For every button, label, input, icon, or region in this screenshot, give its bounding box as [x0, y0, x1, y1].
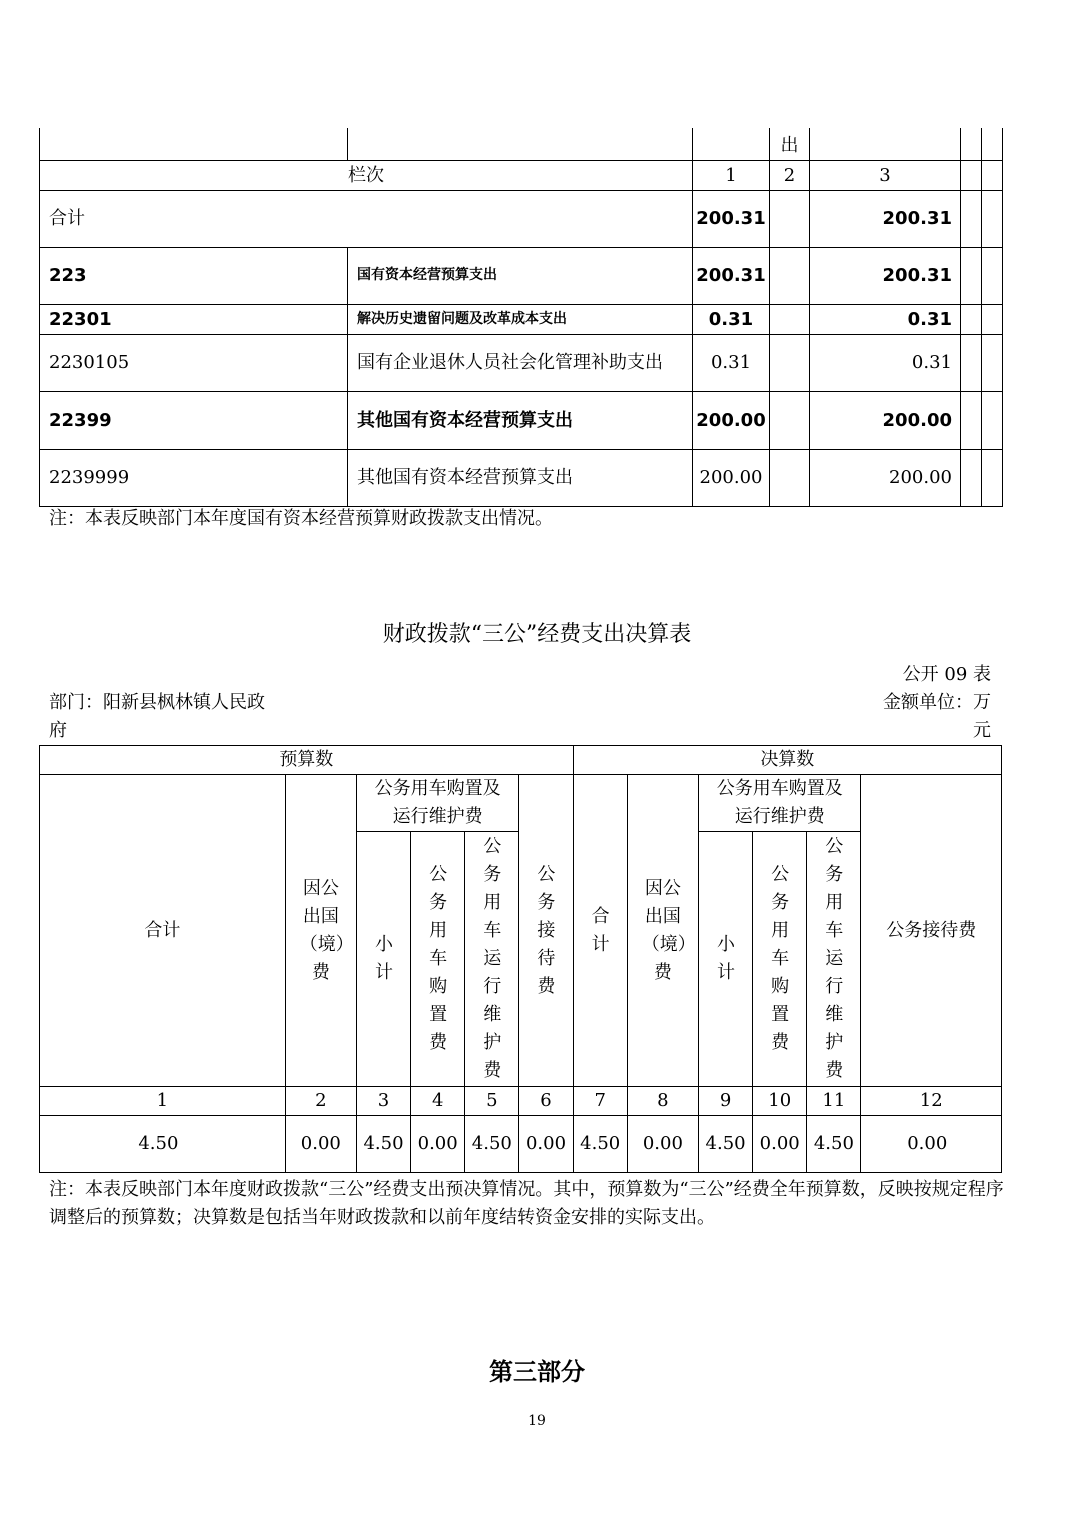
unit-label: 金额单位：万元 — [883, 692, 991, 741]
department-label: 部门：阳新县枫林镇人民政府 — [49, 692, 265, 741]
header-abroad: 因公出国（境）费 — [627, 775, 698, 1087]
header-operation: 公务用车运行维护费 — [465, 832, 519, 1087]
header-purchase: 公务用车购置费 — [411, 832, 465, 1087]
total-label: 合计 — [40, 190, 693, 247]
table-row: 2230105 国有企业退休人员社会化管理补助支出 0.31 0.31 — [40, 334, 1003, 391]
header-vehicle-group: 公务用车购置及运行维护费 — [698, 775, 860, 832]
header-subtotal: 小计 — [356, 832, 410, 1087]
header-total: 合计 — [573, 775, 627, 1087]
group-header-final: 决算数 — [573, 746, 1001, 775]
header-operation: 公务用车运行维护费 — [807, 832, 861, 1087]
column-number-row: 栏次 1 2 3 — [40, 160, 1003, 190]
three-public-expense-table — [39, 745, 1002, 1173]
group-header-budget: 预算数 — [40, 746, 574, 775]
page-title: 财政拨款“三公”经费支出决算表 — [382, 622, 692, 647]
table-row: 合计 200.31 200.31 — [40, 190, 1003, 247]
column-label: 栏次 — [40, 160, 693, 190]
table1-note: 注：本表反映部门本年度国有资本经营预算财政拨款支出情况。 — [49, 508, 553, 529]
table-row: 22399 其他国有资本经营预算支出 200.00 200.00 — [40, 391, 1003, 449]
header-reception: 公务接待费 — [519, 775, 573, 1087]
table-row: 22301 解决历史遗留问题及改革成本支出 0.31 0.31 — [40, 304, 1003, 334]
header-cell-fragment: 出 — [770, 128, 810, 160]
header-subtotal: 小计 — [698, 832, 752, 1087]
page-number: 19 — [528, 1413, 546, 1429]
table2-note: 注：本表反映部门本年度财政拨款“三公”经费支出预决算情况。其中，预算数为“三公”经费全年预算数，反映按规定程序调整后的预算数；决算数是包括当年财政拨款和以前年度结转资金安排的实际支出。 — [49, 1179, 1004, 1228]
state-capital-expenditure-table — [39, 128, 1003, 507]
header-abroad: 因公出国（境）费 — [285, 775, 356, 1087]
header-purchase: 公务用车购置费 — [753, 832, 807, 1087]
table-row: 2239999 其他国有资本经营预算支出 200.00 200.00 — [40, 449, 1003, 506]
table-number: 公开 09 表 — [902, 664, 991, 685]
column-number-row: 1 2 3 4 5 6 7 8 9 10 11 12 — [40, 1087, 1002, 1116]
header-vehicle-group: 公务用车购置及运行维护费 — [356, 775, 518, 832]
section-title: 第三部分 — [489, 1358, 585, 1386]
header-reception: 公务接待费 — [861, 775, 1002, 1087]
table-row: 4.50 0.00 4.50 0.00 4.50 0.00 4.50 0.00 4.50 0.00 4.50 0.00 — [40, 1116, 1002, 1173]
header-total: 合计 — [40, 775, 286, 1087]
table-row: 223 国有资本经营预算支出 200.31 200.31 — [40, 247, 1003, 304]
